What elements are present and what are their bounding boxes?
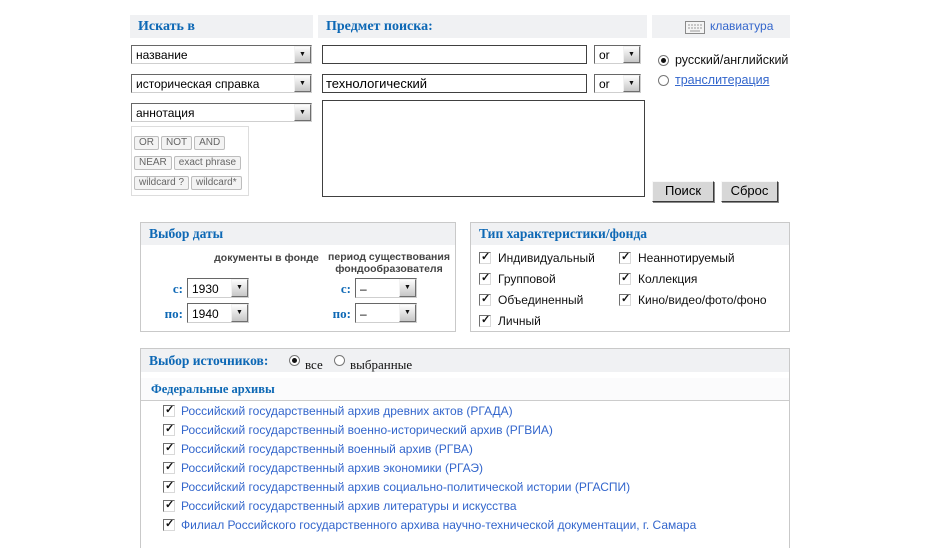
op-button-and[interactable]: AND xyxy=(194,136,225,150)
search-button[interactable]: Поиск xyxy=(652,181,714,202)
operator-buttons-box xyxy=(131,126,249,196)
dropdown-arrow-icon[interactable]: ▼ xyxy=(294,75,311,92)
search-field-select-2[interactable] xyxy=(131,74,312,93)
type-checkbox[interactable] xyxy=(479,252,491,264)
search-field-select-3[interactable] xyxy=(131,103,312,122)
archive-checkbox[interactable] xyxy=(163,443,175,455)
keyboard-icon xyxy=(685,21,705,34)
dropdown-arrow-icon[interactable]: ▼ xyxy=(399,279,416,297)
sources-selected-radio[interactable] xyxy=(334,355,345,366)
dropdown-arrow-icon[interactable]: ▼ xyxy=(294,46,311,63)
archive-link[interactable]: Российский государственный военный архив (РГВА) xyxy=(181,442,473,456)
date-panel xyxy=(140,222,456,332)
archive-checkbox[interactable] xyxy=(163,462,175,474)
sources-panel xyxy=(140,348,790,548)
language-radio[interactable] xyxy=(658,55,669,66)
type-checkbox[interactable] xyxy=(619,252,631,264)
dropdown-arrow-icon[interactable]: ▼ xyxy=(623,46,640,63)
archive-link[interactable]: Российский государственный архив литературы и искусства xyxy=(181,499,517,513)
operator-select-1[interactable] xyxy=(594,45,641,64)
search-field-select-1-value: название xyxy=(136,48,188,62)
period-to-value: – xyxy=(360,307,367,321)
sources-selected-label[interactable]: выбранные xyxy=(350,357,413,372)
type-checkbox[interactable] xyxy=(619,294,631,306)
type-label[interactable]: Объединенный xyxy=(498,293,584,307)
operator-row-1 xyxy=(133,132,247,150)
search-field-select-3-value: аннотация xyxy=(136,106,195,120)
archive-link[interactable]: Российский государственный военно-исторический архив (РГВИА) xyxy=(181,423,553,437)
type-label[interactable]: Кино/видео/фото/фоно xyxy=(638,293,767,307)
archive-link[interactable]: Филиал Российского государственного архива научно-технической документации, г. Самара xyxy=(181,518,697,532)
op-button-exact-phrase[interactable]: exact phrase xyxy=(174,156,241,170)
type-checkbox[interactable] xyxy=(619,273,631,285)
archive-link[interactable]: Российский государственный архив древних актов (РГАДА) xyxy=(181,404,513,418)
search-field-select-2-value: историческая справка xyxy=(136,77,260,91)
subject-textarea[interactable] xyxy=(322,100,645,197)
docs-from-select[interactable] xyxy=(187,278,249,298)
op-button-near[interactable]: NEAR xyxy=(134,156,172,170)
type-panel xyxy=(470,222,790,332)
docs-to-label: по: xyxy=(164,306,183,321)
translit-link[interactable]: транслитерация xyxy=(675,73,770,87)
sources-all-label[interactable]: все xyxy=(305,357,323,372)
type-checkbox[interactable] xyxy=(479,294,491,306)
docs-to-value: 1940 xyxy=(192,307,219,321)
sources-title: Выбор источников: xyxy=(149,353,269,368)
period-from-label: с: xyxy=(340,281,351,296)
type-checkbox[interactable] xyxy=(479,315,491,327)
dropdown-arrow-icon[interactable]: ▼ xyxy=(294,104,311,121)
dropdown-arrow-icon[interactable]: ▼ xyxy=(231,279,248,297)
dropdown-arrow-icon[interactable]: ▼ xyxy=(231,304,248,322)
federal-archives-header: Федеральные архивы xyxy=(141,378,789,401)
period-from-select[interactable] xyxy=(355,278,417,298)
type-label[interactable]: Неаннотируемый xyxy=(638,251,735,265)
fund-creator-period-label: период существования фондообразователя xyxy=(328,251,450,275)
dropdown-arrow-icon[interactable]: ▼ xyxy=(399,304,416,322)
op-button-or[interactable]: OR xyxy=(134,136,159,150)
archive-checkbox[interactable] xyxy=(163,500,175,512)
docs-from-label: с: xyxy=(172,281,183,296)
dropdown-arrow-icon[interactable]: ▼ xyxy=(623,75,640,92)
archive-checkbox[interactable] xyxy=(163,405,175,417)
op-button-wildcard-q[interactable]: wildcard ? xyxy=(134,176,189,190)
search-in-header: Искать в xyxy=(130,15,313,38)
subject-header: Предмет поиска: xyxy=(318,15,647,38)
operator-select-1-value: or xyxy=(599,48,610,62)
archive-checkbox[interactable] xyxy=(163,519,175,531)
sources-all-radio[interactable] xyxy=(289,355,300,366)
docs-from-value: 1930 xyxy=(192,282,219,296)
translit-radio[interactable] xyxy=(658,75,669,86)
operator-row-3 xyxy=(133,172,247,190)
options-header xyxy=(652,15,790,38)
period-to-select[interactable] xyxy=(355,303,417,323)
archive-link[interactable]: Российский государственный архив экономики (РГАЭ) xyxy=(181,461,484,475)
archive-checkbox[interactable] xyxy=(163,481,175,493)
type-checkbox[interactable] xyxy=(479,273,491,285)
op-button-not[interactable]: NOT xyxy=(161,136,192,150)
archive-link[interactable]: Российский государственный архив социально-политической истории (РГАСПИ) xyxy=(181,480,631,494)
type-label[interactable]: Индивидуальный xyxy=(498,251,595,265)
operator-row-2 xyxy=(133,152,247,170)
op-button-wildcard-star[interactable]: wildcard* xyxy=(191,176,242,190)
period-to-label: по: xyxy=(332,306,351,321)
date-panel-header: Выбор даты xyxy=(141,223,455,245)
subject-input-1[interactable] xyxy=(322,45,587,64)
language-radio-label[interactable]: русский/английский xyxy=(675,53,789,67)
period-from-value: – xyxy=(360,282,367,296)
search-field-select-1[interactable] xyxy=(131,45,312,64)
operator-select-2[interactable] xyxy=(594,74,641,93)
docs-in-fund-label: документы в фонде xyxy=(214,252,319,264)
type-label[interactable]: Коллекция xyxy=(638,272,698,286)
type-panel-header: Тип характеристики/фонда xyxy=(471,223,789,245)
type-label[interactable]: Личный xyxy=(498,314,541,328)
docs-to-select[interactable] xyxy=(187,303,249,323)
sources-header xyxy=(141,349,789,372)
keyboard-link[interactable]: клавиатура xyxy=(710,19,774,33)
type-label[interactable]: Групповой xyxy=(498,272,556,286)
archive-checkbox[interactable] xyxy=(163,424,175,436)
subject-input-2[interactable] xyxy=(322,74,587,93)
reset-button[interactable]: Сброс xyxy=(721,181,778,202)
operator-select-2-value: or xyxy=(599,77,610,91)
